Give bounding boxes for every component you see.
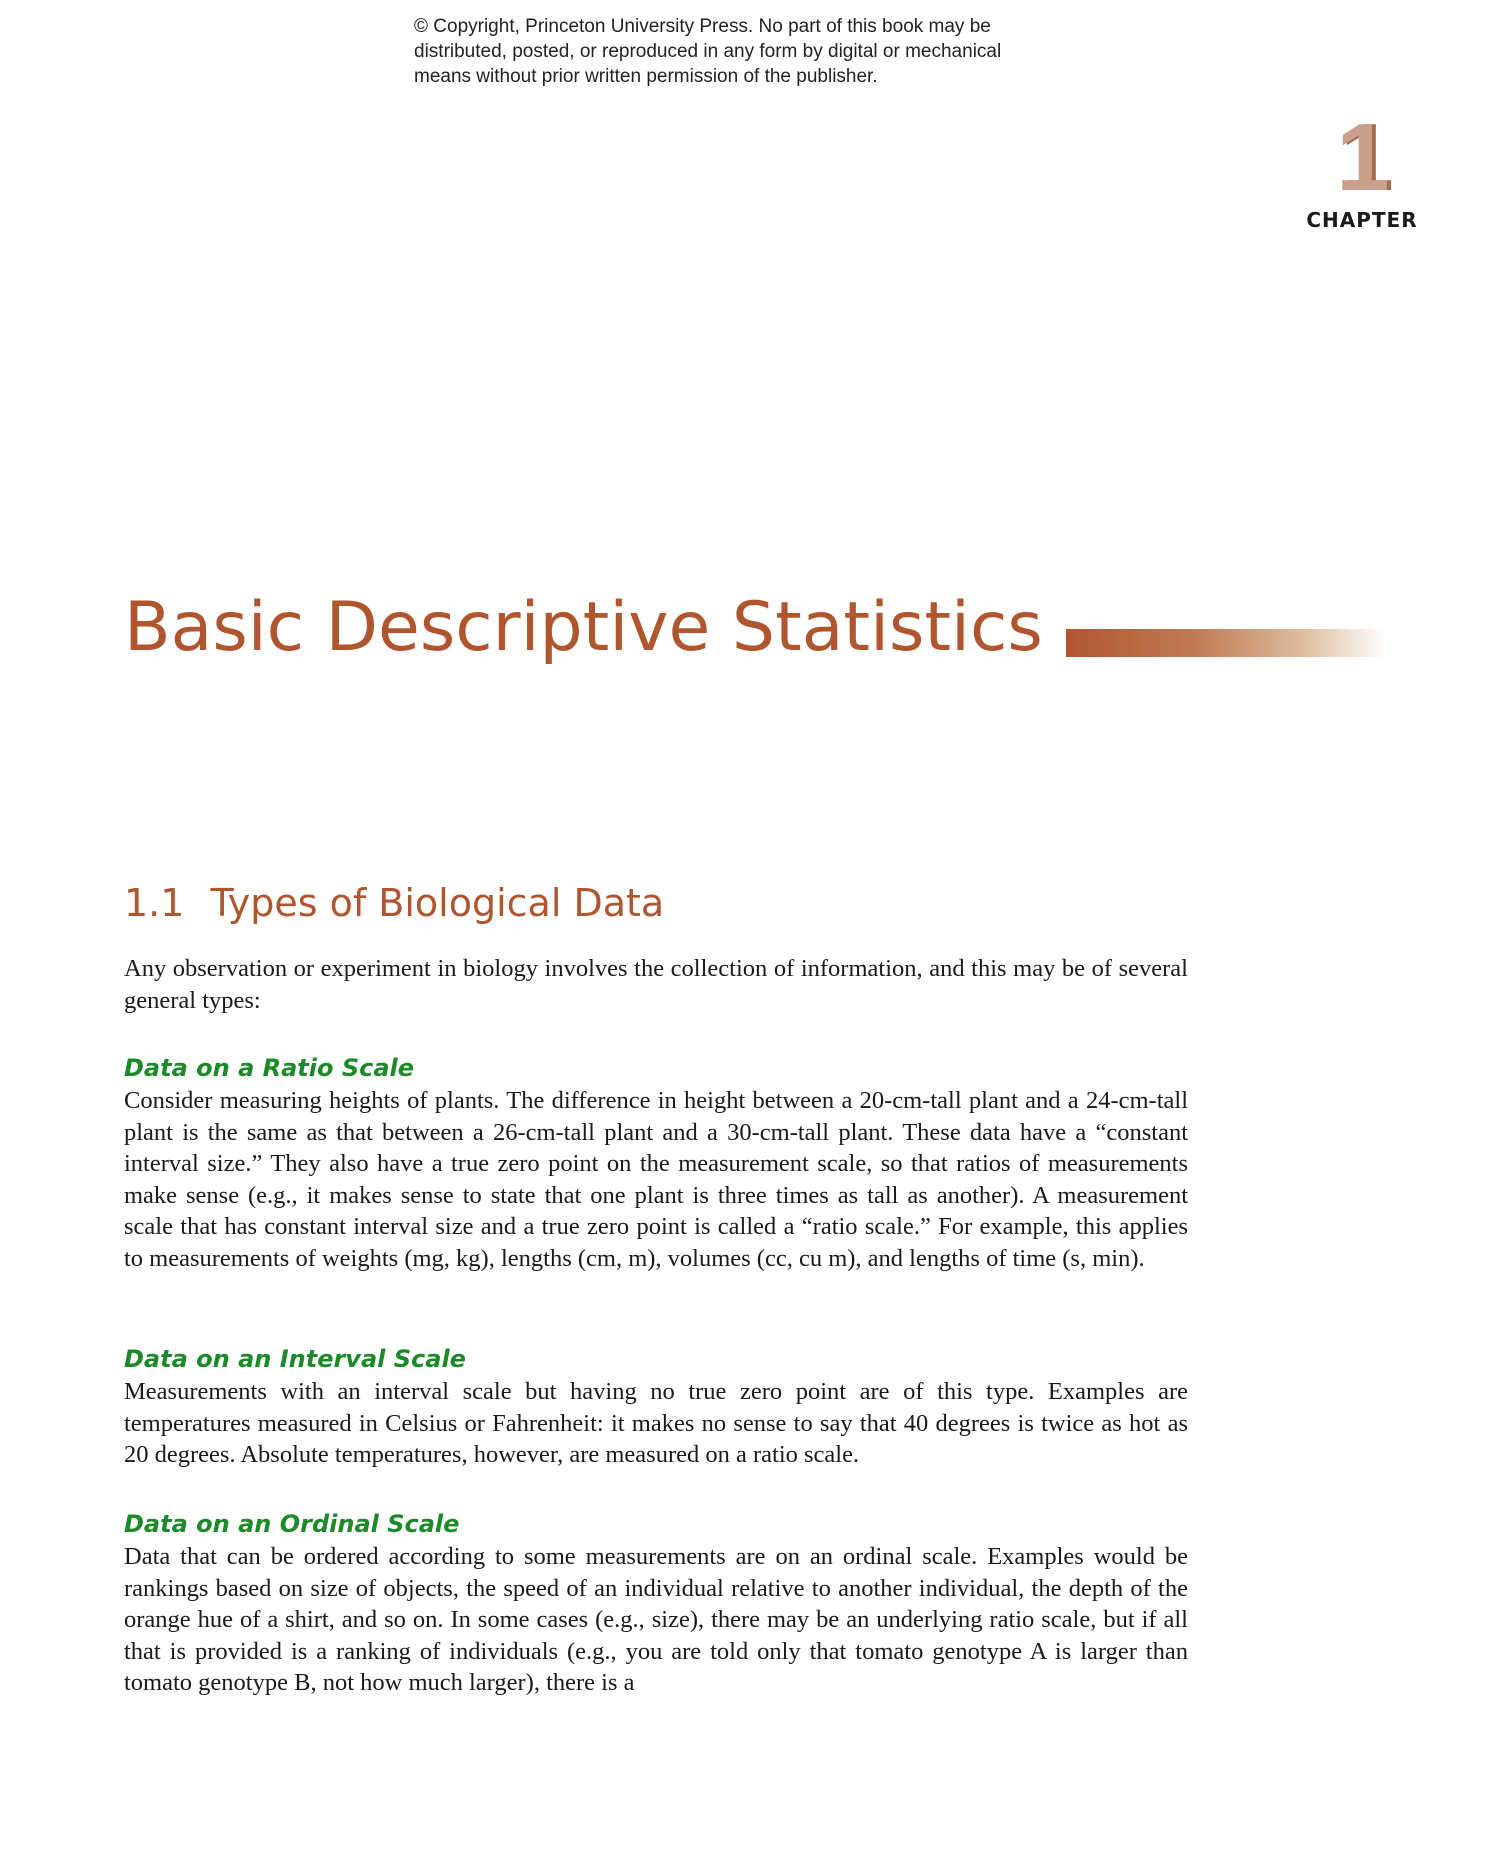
paragraph-ordinal-scale: Data that can be ordered according to some measurements are on an ordinal scale. Examples would be rankings based on size of objects, the speed of an individual relative to another individual, the depth of the orange hue of a shirt, and so on. In some cases (e.g., size), there may be an underlying ratio scale, but if all that is provided is a ranking of individuals (e.g., you are told only that tomato genotype A is larger than tomato genotype B, not how much larger), there is a xyxy=(124,1543,1188,1696)
copyright-notice xyxy=(414,14,1094,89)
section-title: Types of Biological Data xyxy=(210,881,665,925)
paragraph-ratio-scale: Consider measuring heights of plants. The difference in height between a 20-cm-tall plant and a 24-cm-tall plant is the same as that between a 26-cm-tall plant and a 30-cm-tall plant. These data have a “constant interval size.” They also have a true zero point on the measurement scale, so that ratios of measurements make sense (e.g., it makes sense to state that one plant is three times as tall as another). A measurement scale that has constant interval size and a true zero point is called a “ratio scale.” For example, this applies to measurements of weights (mg, kg), lengths (cm, m), volumes (cc, cu m), and lengths of time (s, min). xyxy=(124,1087,1188,1272)
copyright-line-1: © Copyright, Princeton University Press. No part of this book may be xyxy=(414,16,991,37)
section-intro-paragraph: Any observation or experiment in biology involves the collection of information, and this may be of several general types: xyxy=(124,955,1188,1014)
copyright-line-3: means without prior written permission of the publisher. xyxy=(414,66,878,87)
section-heading xyxy=(124,878,664,928)
paragraph-interval-scale: Measurements with an interval scale but having no true zero point are of this type. Examples are temperatures measured in Celsius or Fahrenheit: it makes no sense to say that 40 degrees is twice as hot as 20 degrees. Absolute temperatures, however, are measured on a ratio scale. xyxy=(124,1378,1188,1468)
subheading-ratio-scale: Data on a Ratio Scale xyxy=(124,1054,415,1082)
chapter-title: Basic Descriptive Statistics xyxy=(124,588,1043,667)
chapter-label: CHAPTER xyxy=(1306,208,1418,232)
chapter-mark xyxy=(1280,104,1444,232)
subheading-ordinal-scale: Data on an Ordinal Scale xyxy=(124,1510,460,1538)
title-decorative-rule xyxy=(1066,629,1386,657)
chapter-number: 1 xyxy=(1336,104,1388,211)
copyright-line-2: distributed, posted, or reproduced in any form by digital or mechanical xyxy=(414,41,1002,62)
subheading-interval-scale: Data on an Interval Scale xyxy=(124,1345,466,1373)
section-number: 1.1 xyxy=(124,881,185,925)
